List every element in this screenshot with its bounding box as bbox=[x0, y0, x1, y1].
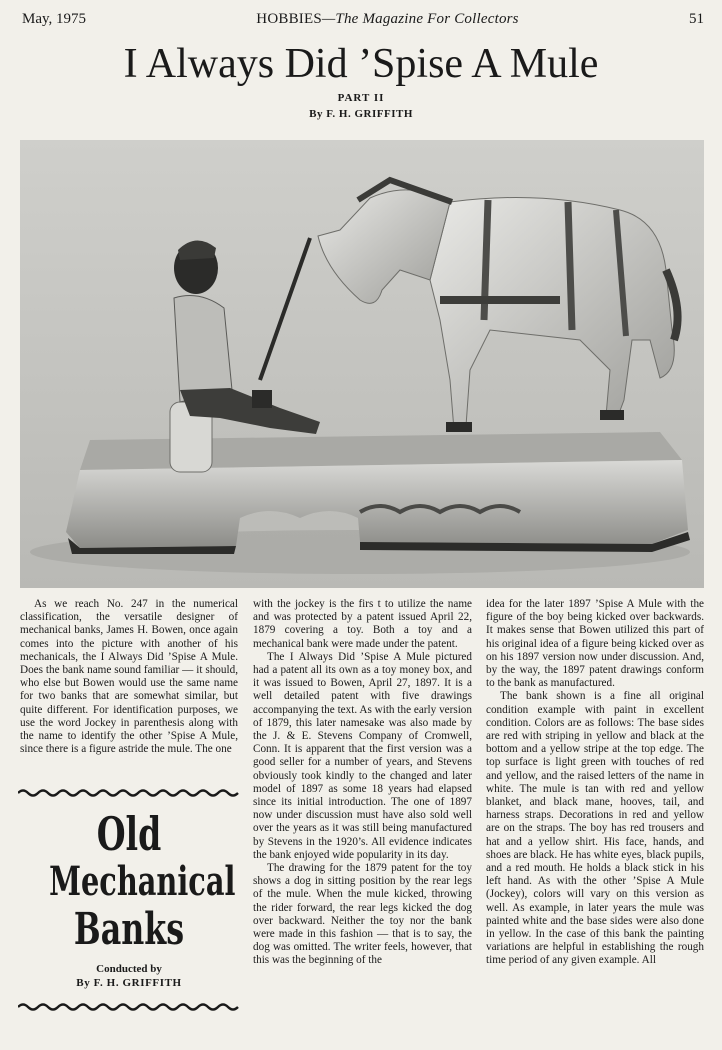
paragraph: As we reach No. 247 in the numerical classification, the versatile designer of mechanical banks, James H. Bowen, once again comes into the picture with another of his mechanicals, the I Always Did ’Spise A Mule. Does the bank name sound familiar — it should, who else but Bowen would use the same name for two banks that are somewhat similar, but quite different. For identification purposes, we use the word Jockey in parenthesis along with the name to identify the other ’Spise A Mule, since there is a figure astride the mule. The one bbox=[20, 598, 238, 756]
column-title-line-3: Banks bbox=[73, 904, 185, 955]
ornament-border-bottom bbox=[18, 1002, 240, 1012]
paragraph: The drawing for the 1879 patent for the toy shows a dog in sitting position by the rear legs of the mule. When the mule kicked, throwing the rider forward, the rear legs kicked the dog over backward. Neither the toy nor the bank were made in this fashion — that is to say, the dog was omitted. The writer feels, however, that this was the beginning of the bbox=[253, 862, 472, 967]
article-part: PART II bbox=[337, 92, 385, 104]
paragraph: with the jockey is the firs t to utilize the name and was protected by a patent issued April 22, 1879 covering a toy. Both a toy and a mechanical bank were made under the patent. bbox=[253, 598, 472, 650]
magazine-title: HOBBIES bbox=[256, 10, 322, 27]
magazine-subtitle: —The Magazine For Collectors bbox=[321, 10, 519, 27]
ornament-border-top bbox=[18, 788, 240, 798]
column-title-line-2: Mechanical bbox=[49, 858, 236, 905]
text-column-1 bbox=[20, 598, 238, 756]
mule-bank-illustration bbox=[20, 140, 704, 588]
column-title-line-1: Old bbox=[96, 807, 162, 861]
paragraph: idea for the later 1897 ’Spise A Mule with the figure of the boy being kicked over backwards. It makes sense that Bowen utilized this part of his original idea of a figure being kicked over as on his 1897 version now under discussion. And, by the way, the 1897 patent drawings conform to the bank as manufactured. bbox=[486, 598, 704, 690]
column-heading-box bbox=[18, 788, 240, 1024]
magazine-name bbox=[256, 11, 518, 28]
bank-photograph bbox=[20, 140, 704, 588]
text-column-3 bbox=[486, 598, 704, 968]
page-number: 51 bbox=[688, 10, 704, 27]
text-column-2 bbox=[253, 598, 472, 968]
paragraph: The bank shown is a fine all original condition example with paint in excellent condition. Colors are as follows: The base sides are red with striping in yellow and black at the bottom and a yellow stripe at the top edge. The top surface is light green with touches of red and yellow, and the raised letters of the name in white. The mule is tan with red and yellow blanket, and black mane, hooves, tail, and harness straps. Decorations in red and yellow are on the straps. The boy has red trousers and hat and a yellow shirt. His face, hands, and shoes are black. He has white eyes, black pupils, and a red mouth. He holds a black stick in his left hand. As with the other ’Spise A Mule (Jockey), colors will vary on this version as well. As example, in later years the mule was painted white and the base sides were also done in yellow. In the case of this bank the painting variations are helpful in establishing the rough time period of any given example. All bbox=[486, 690, 704, 967]
article-byline: By F. H. GRIFFITH bbox=[309, 108, 413, 120]
issue-date: May, 1975 bbox=[22, 10, 87, 27]
article-title: I Always Did ’Spise A Mule bbox=[123, 41, 599, 87]
column-title bbox=[18, 807, 240, 955]
paragraph: The I Always Did ’Spise A Mule pictured had a patent all its own as a toy money box, and it was issued to Bowen, April 27, 1897. It is a well detailed patent with five drawings accompanying the text. As with the early version of 1879, this later namesake was also made by the J. & E. Stevens Company of Cromwell, Conn. It is apparent that the first version was a good seller for a number of years, and Stevens obviously took kindly to the changed and later model of 1897 as some 18 years had elapsed since its initial introduction. The one of 1897 now under discussion must have also sold well over the years as it was still being manufactured by Stevens in the 1920’s. All evidence indicates the bank enjoyed wide popularity in its day. bbox=[253, 650, 472, 861]
column-conducted-by: Conducted by bbox=[96, 963, 162, 975]
column-author: By F. H. GRIFFITH bbox=[76, 977, 182, 989]
running-header bbox=[22, 8, 704, 30]
